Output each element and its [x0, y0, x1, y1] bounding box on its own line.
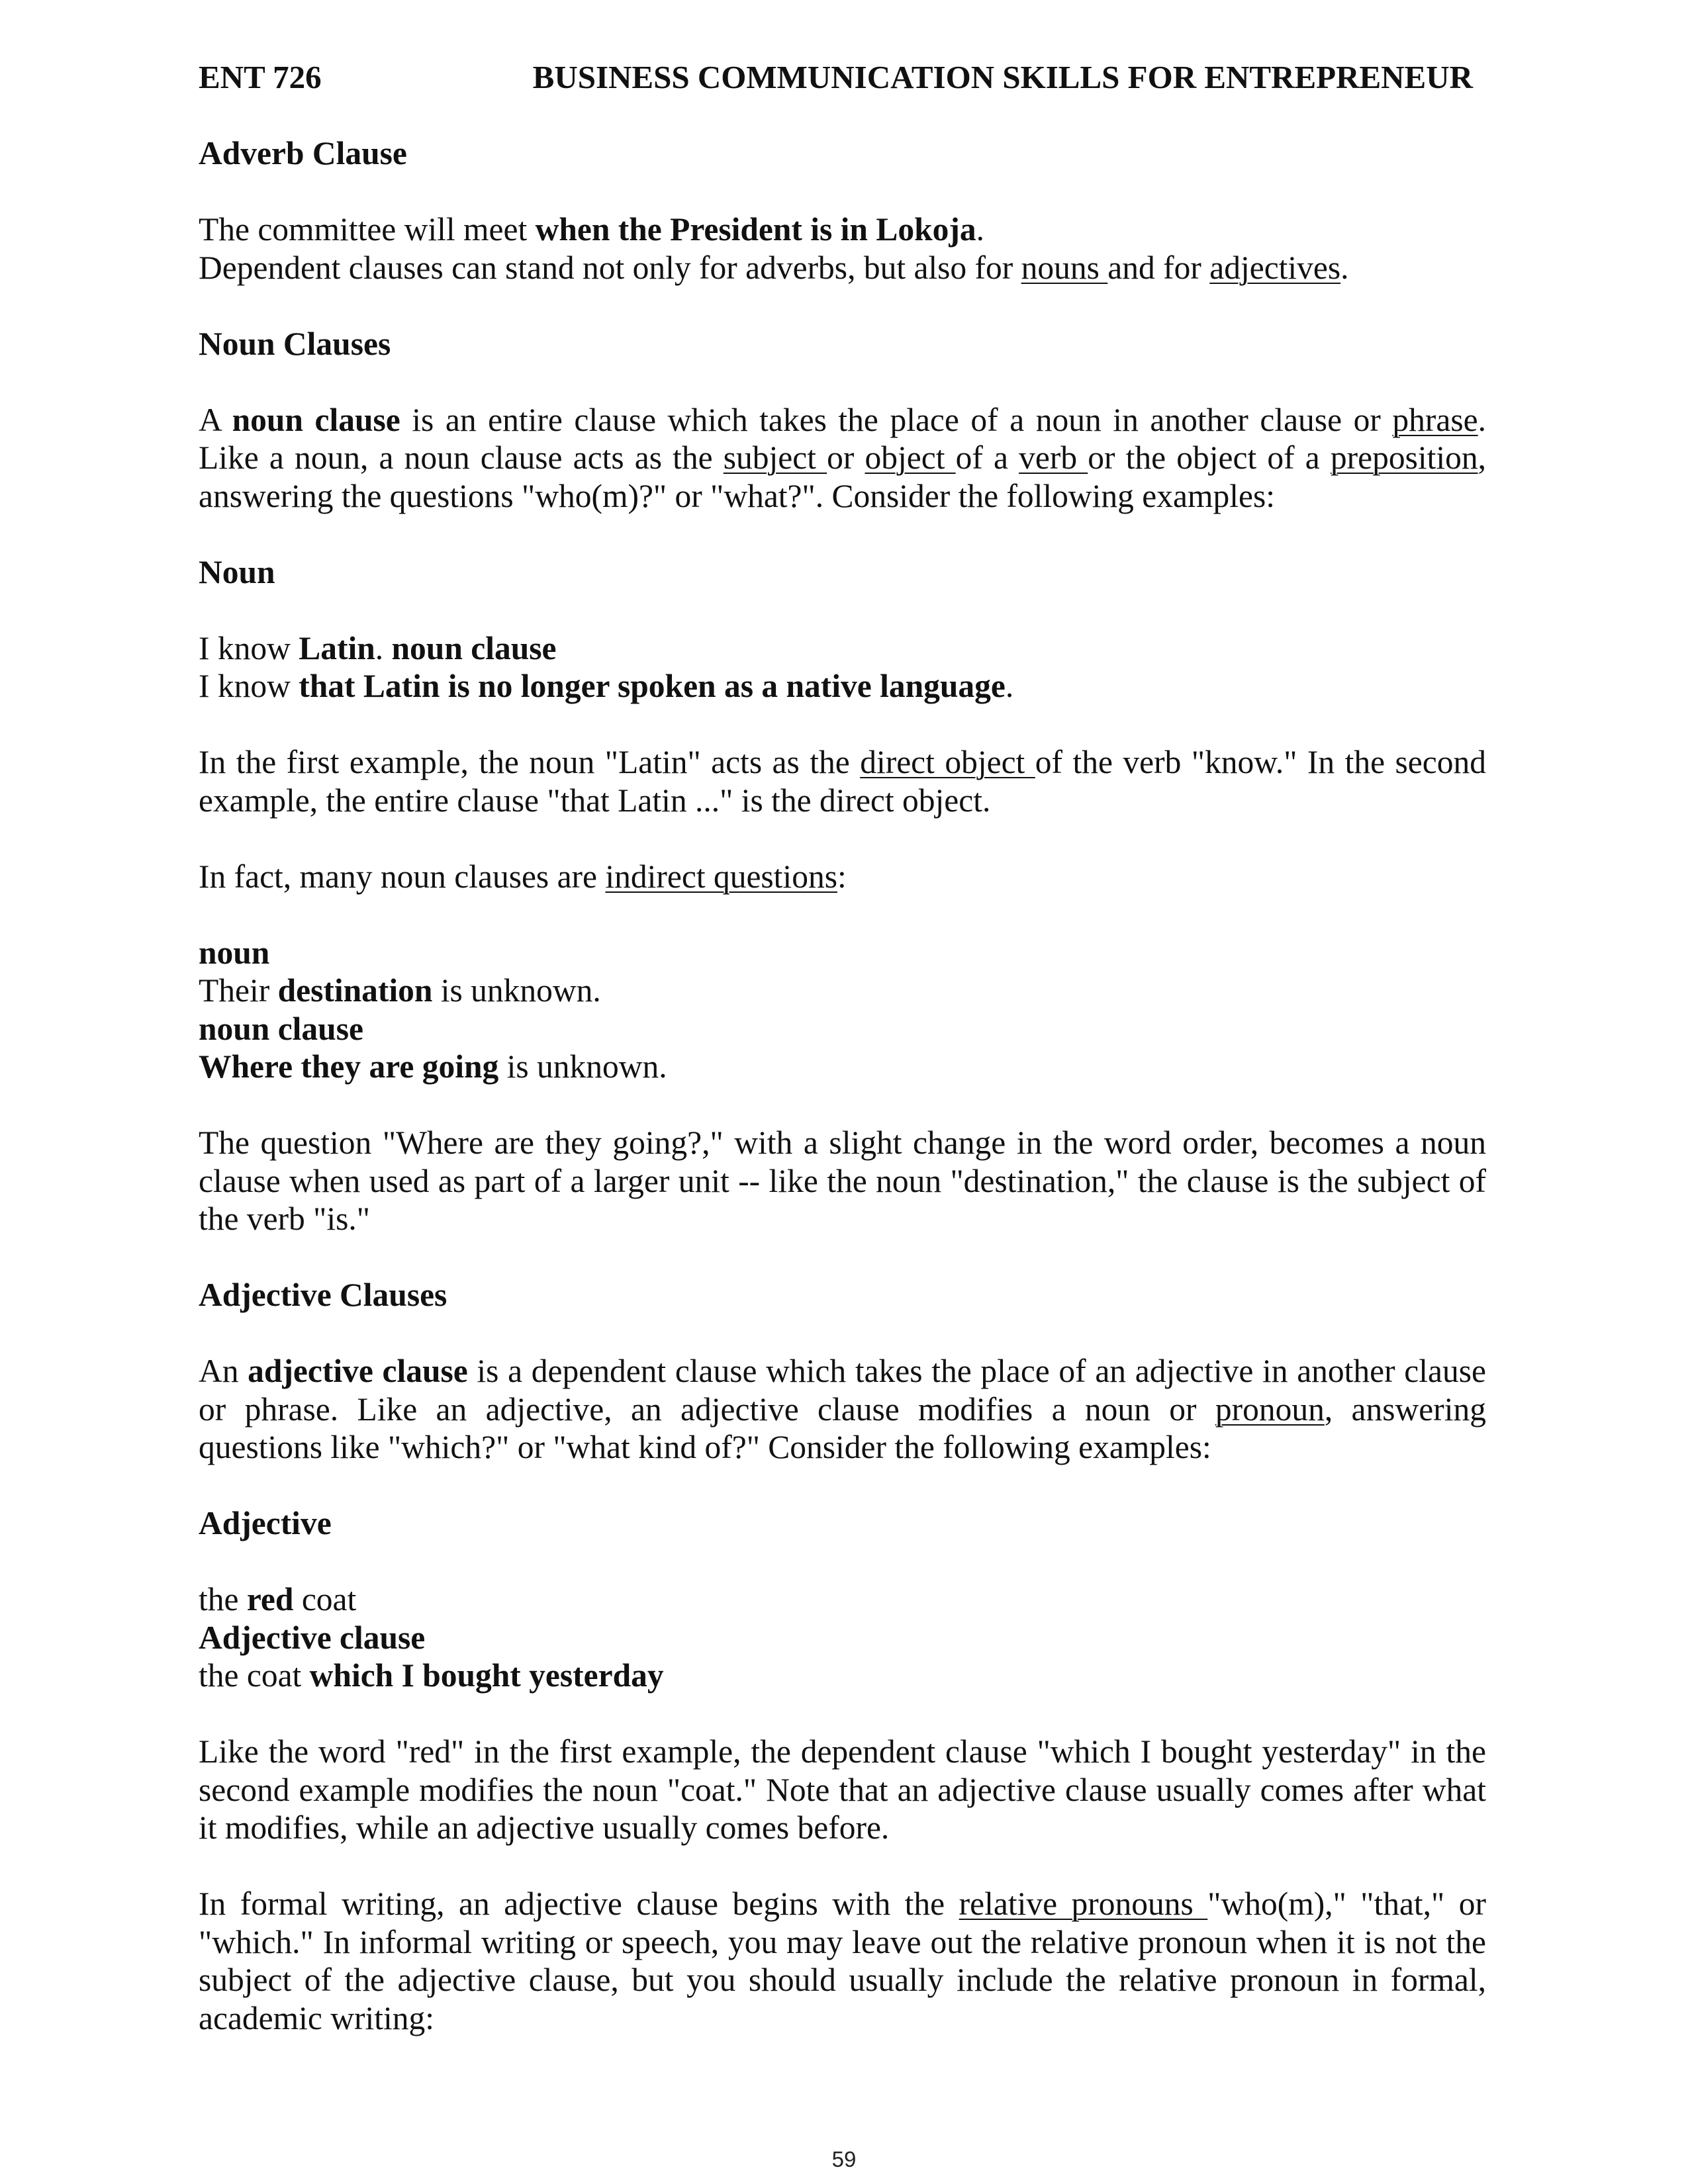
preposition-link[interactable]: preposition [1330, 439, 1478, 476]
direct-object-link[interactable]: direct object [860, 744, 1035, 780]
verb-link[interactable]: verb [1019, 439, 1088, 476]
noun-example-2: I know that Latin is no longer spoken as a native language. [199, 668, 1014, 704]
indirect-questions-link[interactable]: indirect questions [605, 858, 837, 895]
noun-label: Noun [199, 553, 275, 590]
red-coat-example: the red coat [199, 1581, 357, 1617]
nouns-link[interactable]: nouns [1021, 249, 1108, 286]
coat-example: the coat which I bought yesterday [199, 1657, 664, 1694]
page-content [199, 134, 1486, 2037]
adjective-clauses-heading: Adjective Clauses [199, 1277, 447, 1313]
direct-object-paragraph-line-1: In the first example, the noun "Latin" acts as the direct object of the verb "know." In the second [199, 744, 1486, 780]
noun-clause-definition-line-1: A noun clause is an entire clause which takes the place of a noun in another clause or phrase. [199, 401, 1486, 438]
where-example: Where they are going is unknown. [199, 1048, 667, 1085]
adjective-label: Adjective [199, 1505, 332, 1541]
noun-lower-label: noun [199, 934, 270, 971]
adverb-clause-heading: Adverb Clause [199, 135, 407, 171]
relative-pronouns-link[interactable]: relative pronouns [959, 1886, 1208, 1922]
adjective-clause-definition-line-2: or phrase. Like an adjective, an adjective clause modifies a noun or pronoun, answering [199, 1390, 1486, 1428]
formal-writing-line-3: subject of the adjective clause, but you should usually include the relative pronoun in formal, [199, 1962, 1486, 1998]
course-code: ENT 726 [199, 59, 322, 95]
formal-writing-line-1: In formal writing, an adjective clause begins with the relative pronouns "who(m)," "that," or [199, 1886, 1486, 1922]
noun-clauses-heading: Noun Clauses [199, 325, 391, 362]
object-link[interactable]: object [865, 439, 956, 476]
question-paragraph-line-2: clause when used as part of a larger unit -- like the noun "destination," the clause is the subject of [199, 1162, 1486, 1199]
question-paragraph-line-1: The question "Where are they going?," with a slight change in the word order, becomes a noun [199, 1124, 1486, 1161]
subject-link[interactable]: subject [723, 439, 827, 476]
destination-example: Their destination is unknown. [199, 972, 601, 1009]
adjective-clause-definition-line-1: An adjective clause is a dependent clause which takes the place of an adjective in another clause [199, 1353, 1486, 1389]
course-title: BUSINESS COMMUNICATION SKILLS FOR ENTREPRENEUR [532, 59, 1473, 95]
formal-writing-line-2: "which." In informal writing or speech, you may leave out the relative pronoun when it is not the [199, 1923, 1486, 1960]
red-paragraph-line-1: Like the word "red" in the first example, the dependent clause "which I bought yesterday" in the [199, 1733, 1486, 1770]
phrase-link[interactable]: phrase [1392, 401, 1478, 438]
pronoun-link[interactable]: pronoun [1215, 1390, 1325, 1428]
question-paragraph-line-3: the verb "is." [199, 1201, 370, 1237]
page-number: 59 [831, 2147, 857, 2171]
dependent-clauses-sentence: Dependent clauses can stand not only for adverbs, but also for nouns and for adjectives. [199, 249, 1349, 286]
red-paragraph-line-2: second example modifies the noun "coat." Note that an adjective clause usually comes after what [199, 1771, 1486, 1808]
noun-example-1: I know Latin. noun clause [199, 629, 557, 666]
noun-clause-definition-line-2: Like a noun, a noun clause acts as the subject or object of a verb or the object of a preposition, [199, 439, 1486, 476]
red-paragraph-line-3: it modifies, while an adjective usually comes before. [199, 1809, 890, 1846]
adjective-clause-definition-line-3: questions like "which?" or "what kind of?" Consider the following examples: [199, 1429, 1211, 1465]
indirect-questions-sentence: In fact, many noun clauses are indirect questions: [199, 858, 847, 895]
adjectives-link[interactable]: adjectives [1209, 249, 1341, 286]
adjective-clause-label: Adjective clause [199, 1619, 426, 1656]
formal-writing-line-4: academic writing: [199, 1999, 434, 2036]
noun-clause-label: noun clause [199, 1010, 363, 1047]
direct-object-paragraph-line-2: example, the entire clause "that Latin ..." is the direct object. [199, 782, 991, 819]
adverb-example: The committee will meet when the President is in Lokoja. [199, 211, 984, 248]
noun-clause-definition-line-3: answering the questions "who(m)?" or "what?". Consider the following examples: [199, 477, 1275, 514]
